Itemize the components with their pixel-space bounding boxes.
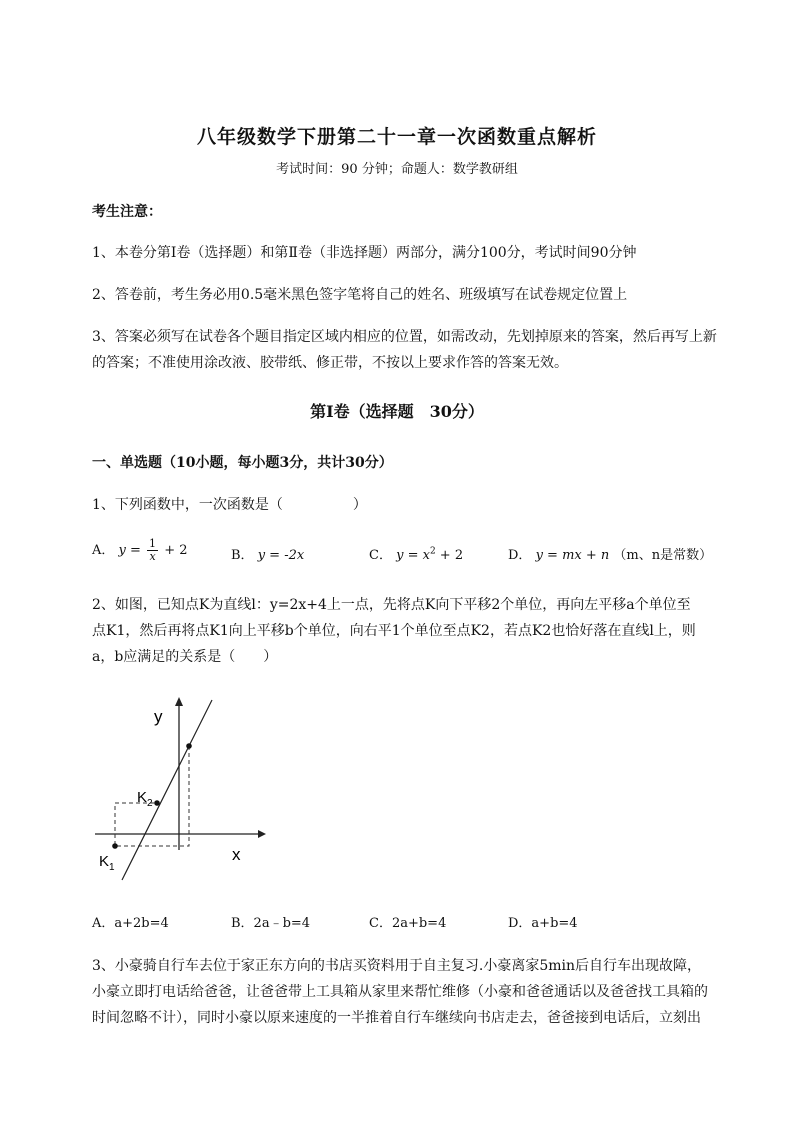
option-b-expr: y = -2x xyxy=(257,548,305,563)
fraction-denominator: x xyxy=(149,550,156,563)
option-a-tail: + 2 xyxy=(164,543,188,558)
page-title: 八年级数学下册第二十一章一次函数重点解析 xyxy=(196,126,597,148)
q2-option-d: D．a+b=4 xyxy=(508,916,578,931)
point-k2 xyxy=(154,800,160,806)
q2-line-3: a，b应满足的关系是（ ） xyxy=(92,649,278,665)
k2-label: $K_2$ xyxy=(137,789,153,809)
q2-option-a: A．a+2b=4 xyxy=(92,916,169,931)
q1-option-d xyxy=(508,544,712,563)
option-a-label: A． xyxy=(92,543,115,558)
option-d-expr: y = mx + n xyxy=(535,548,610,563)
option-c-expr: y = x xyxy=(396,548,430,563)
k1-label: $K_1$ xyxy=(99,853,115,873)
q3-line-3: 时间忽略不计），同时小豪以原来速度的一半推着自行车继续向书店走去，爸爸接到电话后，立刻出 xyxy=(92,1010,701,1026)
x-axis-arrow xyxy=(258,830,266,838)
option-a-fraction xyxy=(147,538,158,563)
notice-item-3: 3、答案必须写在试卷各个题目指定区域内相应的位置，如需改动，先划掉原来的答案，然后再写上新 xyxy=(92,329,717,345)
notice-item-1: 1、本卷分第I卷（选择题）和第Ⅱ卷（非选择题）两部分，满分100分，考试时间90分钟 xyxy=(92,245,637,261)
y-axis-label: y xyxy=(154,707,163,726)
q3-line-1: 3、小豪骑自行车去位于家正东方向的书店买资料用于自主复习.小豪离家5min后自行车出现故障， xyxy=(92,958,702,974)
option-c-exponent: 2 xyxy=(429,546,436,557)
option-d-note: （m、n是常数） xyxy=(613,548,713,563)
translation-path xyxy=(115,746,189,846)
point-k1 xyxy=(112,843,118,849)
option-d-label: D． xyxy=(508,548,532,563)
q1-option-b xyxy=(231,544,304,563)
part-title: 一、单选题（10小题，每小题3分，共计30分） xyxy=(92,455,393,471)
option-b-label: B． xyxy=(231,548,254,563)
q1-stem: 1、下列函数中，一次函数是（ ） xyxy=(92,497,367,513)
q1-option-a xyxy=(92,538,187,563)
option-c-label: C． xyxy=(369,548,392,563)
option-a-y: y = xyxy=(118,543,141,558)
notice-heading: 考生注意： xyxy=(92,204,162,220)
point-k xyxy=(186,743,192,749)
exam-info: 考试时间：90 分钟；命题人：数学教研组 xyxy=(276,162,518,177)
q3-line-2: 小豪立即打电话给爸爸，让爸爸带上工具箱从家里来帮忙维修（小豪和爸爸通话以及爸爸找工具箱的 xyxy=(92,984,708,1000)
x-axis-label: x xyxy=(232,845,241,864)
notice-item-3-cont: 的答案；不准使用涂改液、胶带纸、修正带，不按以上要求作答的答案无效。 xyxy=(92,355,568,371)
q2-line-2: 点K1，然后再将点K1向上平移b个单位，向右平1个单位至点K2，若点K2也恰好落在直线l上，则 xyxy=(92,623,696,639)
q2-option-b: B．2a﹣b=4 xyxy=(231,916,311,931)
option-c-tail: + 2 xyxy=(435,548,464,563)
q2-option-c: C．2a+b=4 xyxy=(369,916,447,931)
notice-item-2: 2、答卷前，考生务必用0.5毫米黑色签字笔将自己的姓名、班级填写在试卷规定位置上 xyxy=(92,287,628,303)
y-axis-arrow xyxy=(175,697,183,706)
q2-figure xyxy=(90,690,270,885)
line-l xyxy=(122,700,212,880)
section-title: 第I卷（选择题 30分） xyxy=(310,402,484,421)
q1-option-c xyxy=(369,544,463,563)
q2-line-1: 2、如图，已知点K为直线l：y=2x+4上一点，先将点K向下平移2个单位，再向左平移a个单位至 xyxy=(92,597,691,613)
fraction-numerator: 1 xyxy=(149,537,157,550)
